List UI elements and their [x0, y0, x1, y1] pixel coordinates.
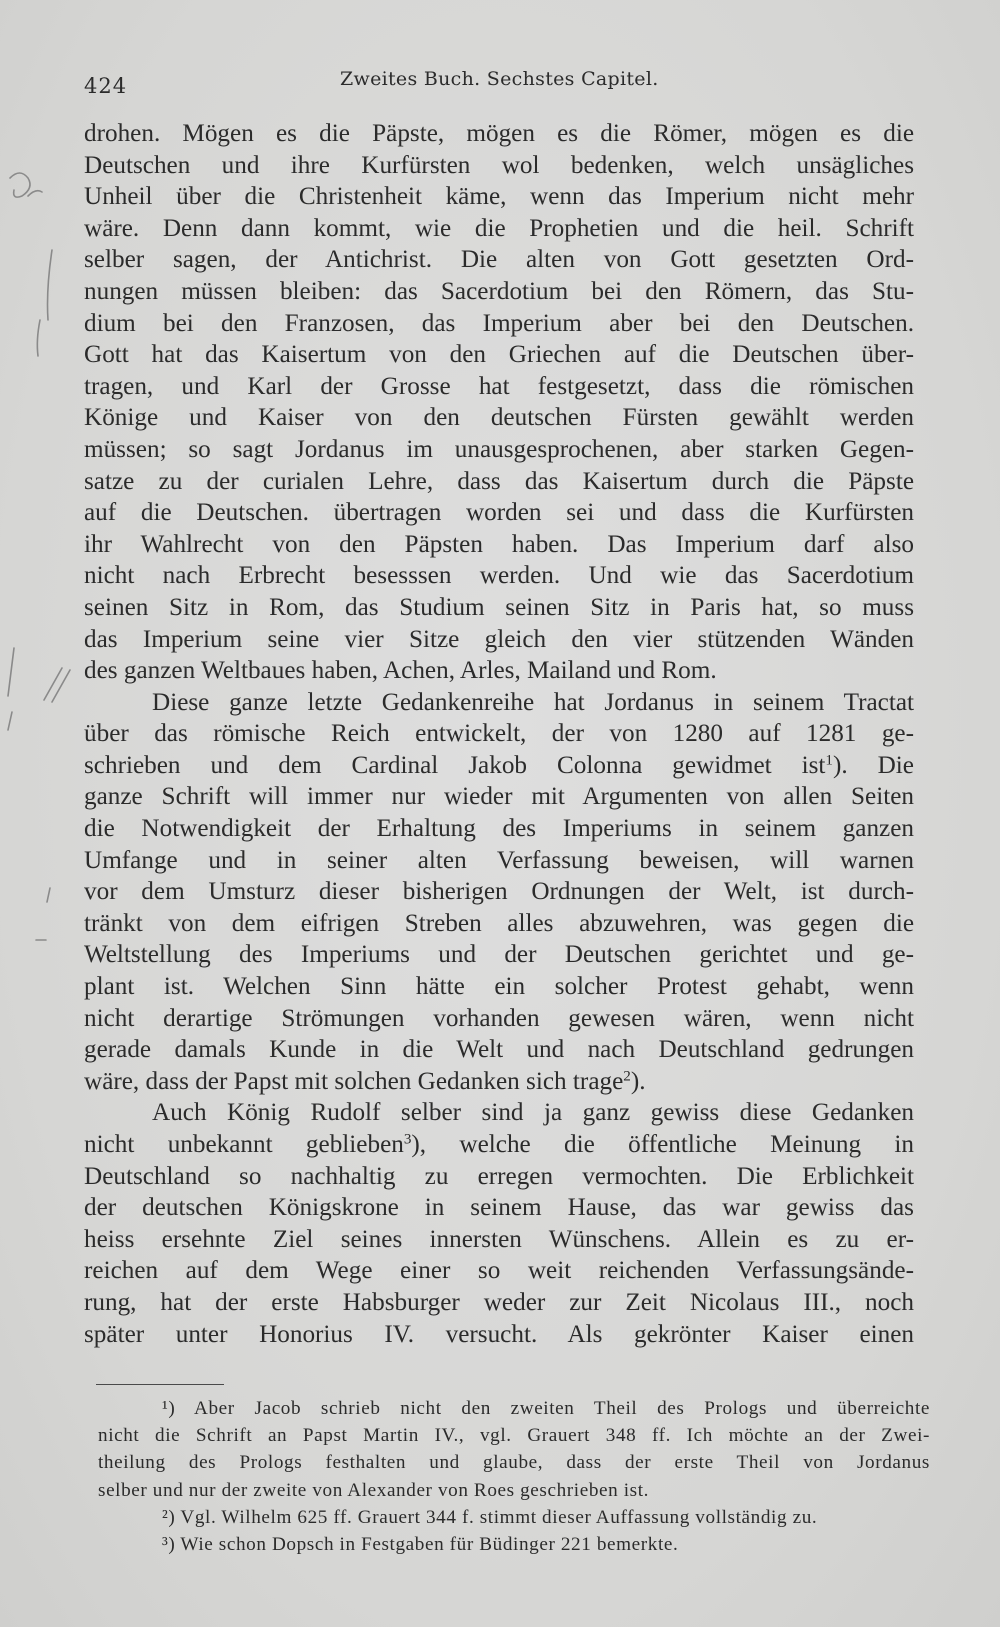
- line-text: wäre. Denn dann kommt, wie die Prophetien und die heil. Schrift: [84, 214, 914, 242]
- line-text-after: ), welche die öffentliche Meinung in: [411, 1131, 914, 1158]
- footnote-reference: 2: [623, 1068, 631, 1085]
- line-text: der deutschen Königskrone in seinem Hause, das war gewiss das: [84, 1194, 914, 1222]
- line-text: ihr Wahlrecht von den Päpsten haben. Das Imperium darf also: [84, 530, 914, 558]
- line-text: Könige und Kaiser von den deutschen Fürsten gewählt werden: [84, 404, 914, 432]
- line-text: Auch König Rudolf selber sind ja ganz gewiss diese Gedanken: [152, 1099, 914, 1127]
- line-text: ²) Vgl. Wilhelm 625 ff. Grauert 344 f. stimmt dieser Auffassung vollständig zu.: [162, 1506, 818, 1528]
- line-text: ¹) Aber Jacob schrieb nicht den zweiten Theil des Prologs und überreichte: [162, 1398, 930, 1419]
- line-text-after: ). Die: [832, 751, 914, 779]
- line-text: das Imperium seine vier Sitze gleich den vier stützenden Wänden: [84, 625, 914, 653]
- line-text: nicht nach Erbrecht besesssen werden. Und wie das Sacerdotium: [84, 562, 914, 590]
- page-number: 424: [84, 74, 128, 98]
- line-text: satze zu der curialen Lehre, dass das Kaisertum durch die Päpste: [84, 467, 914, 495]
- line-text: vor dem Umsturz dieser bisherigen Ordnungen der Welt, ist durch-: [84, 878, 914, 906]
- line-text: ganze Schrift will immer nur wieder mit Argumenten von allen Seiten: [84, 783, 914, 811]
- footnote-reference: 3: [403, 1131, 412, 1148]
- line-text: reichen auf dem Wege einer so weit reichenden Verfassungsände-: [84, 1257, 914, 1285]
- line-text-after: ).: [630, 1067, 646, 1095]
- line-text: später unter Honorius IV. versucht. Als gekrönter Kaiser einen: [84, 1320, 914, 1348]
- line-text: schrieben und dem Cardinal Jakob Colonna gewidmet ist: [84, 751, 826, 779]
- line-text: auf die Deutschen. übertragen worden sei und dass die Kurfürsten: [84, 499, 914, 527]
- line-text: des ganzen Weltbaues haben, Achen, Arles, Mailand und Rom.: [84, 657, 717, 685]
- line-text: Weltstellung des Imperiums und der Deutschen gerichtet und ge-: [84, 941, 914, 969]
- line-text: heiss ersehnte Ziel seines innersten Wünschens. Allein es zu er-: [84, 1225, 914, 1253]
- line-text: Gott hat das Kaisertum von den Griechen auf die Deutschen über-: [84, 341, 914, 369]
- line-text: Umfange und in seiner alten Verfassung beweisen, will warnen: [84, 846, 914, 874]
- line-text: Diese ganze letzte Gedankenreihe hat Jordanus in seinem Tractat: [152, 688, 914, 716]
- line-text: Deutschen und ihre Kurfürsten wol bedenken, welch unsägliches: [84, 151, 914, 179]
- line-text: selber und nur der zweite von Alexander von Roes geschrieben ist.: [98, 1479, 650, 1501]
- line-text: Unheil über die Christenheit käme, wenn das Imperium nicht mehr: [84, 183, 914, 211]
- line-text: dium bei den Franzosen, das Imperium aber bei den Deutschen.: [84, 309, 914, 337]
- line-text: die Notwendigkeit der Erhaltung des Imperiums in seinem ganzen: [84, 815, 914, 843]
- line-text: plant ist. Welchen Sinn hätte ein solcher Protest gehabt, wenn: [84, 973, 914, 1001]
- line-text: müssen; so sagt Jordanus im unausgesprochenen, aber starken Gegen-: [84, 435, 914, 463]
- line-text: selber sagen, der Antichrist. Die alten von Gott gesetzten Ord-: [84, 246, 914, 274]
- line-text: über das römische Reich entwickelt, der von 1280 auf 1281 ge-: [84, 720, 914, 748]
- line-text: wäre, dass der Papst mit solchen Gedanken sich trage: [84, 1067, 624, 1095]
- line-text: tragen, und Karl der Grosse hat festgesetzt, dass die römischen: [84, 372, 914, 400]
- line-text: seinen Sitz in Rom, das Studium seinen Sitz in Paris hat, so muss: [84, 593, 914, 621]
- line-text: theilung des Prologs festhalten und glaube, dass der erste Theil von Jordanus: [98, 1452, 930, 1474]
- line-text: drohen. Mögen es die Päpste, mögen es die Römer, mögen es die: [84, 120, 914, 147]
- line-text: nicht unbekannt geblieben: [84, 1131, 404, 1158]
- line-text: nicht die Schrift an Papst Martin IV., vgl. Grauert 348 ff. Ich möchte an der Zwei-: [98, 1425, 930, 1447]
- line-text: gerade damals Kunde in die Welt und nach Deutschland gedrungen: [84, 1036, 914, 1064]
- line-text: ³) Wie schon Dopsch in Festgaben für Büdinger 221 bemerkte.: [162, 1534, 679, 1556]
- footnote-reference: 1: [825, 752, 833, 769]
- line-text: rung, hat der erste Habsburger weder zur Zeit Nicolaus III., noch: [84, 1288, 914, 1316]
- running-head: Zweites Buch. Sechstes Capitel.: [340, 68, 659, 90]
- line-text: tränkt von dem eifrigen Streben alles abzuwehren, was gegen die: [84, 909, 914, 937]
- line-text: Deutschland so nachhaltig zu erregen vermochten. Die Erblichkeit: [84, 1162, 914, 1190]
- line-text: nungen müssen bleiben: das Sacerdotium bei den Römern, das Stu-: [84, 277, 914, 305]
- line-text: nicht derartige Strömungen vorhanden gewesen wären, wenn nicht: [84, 1004, 914, 1032]
